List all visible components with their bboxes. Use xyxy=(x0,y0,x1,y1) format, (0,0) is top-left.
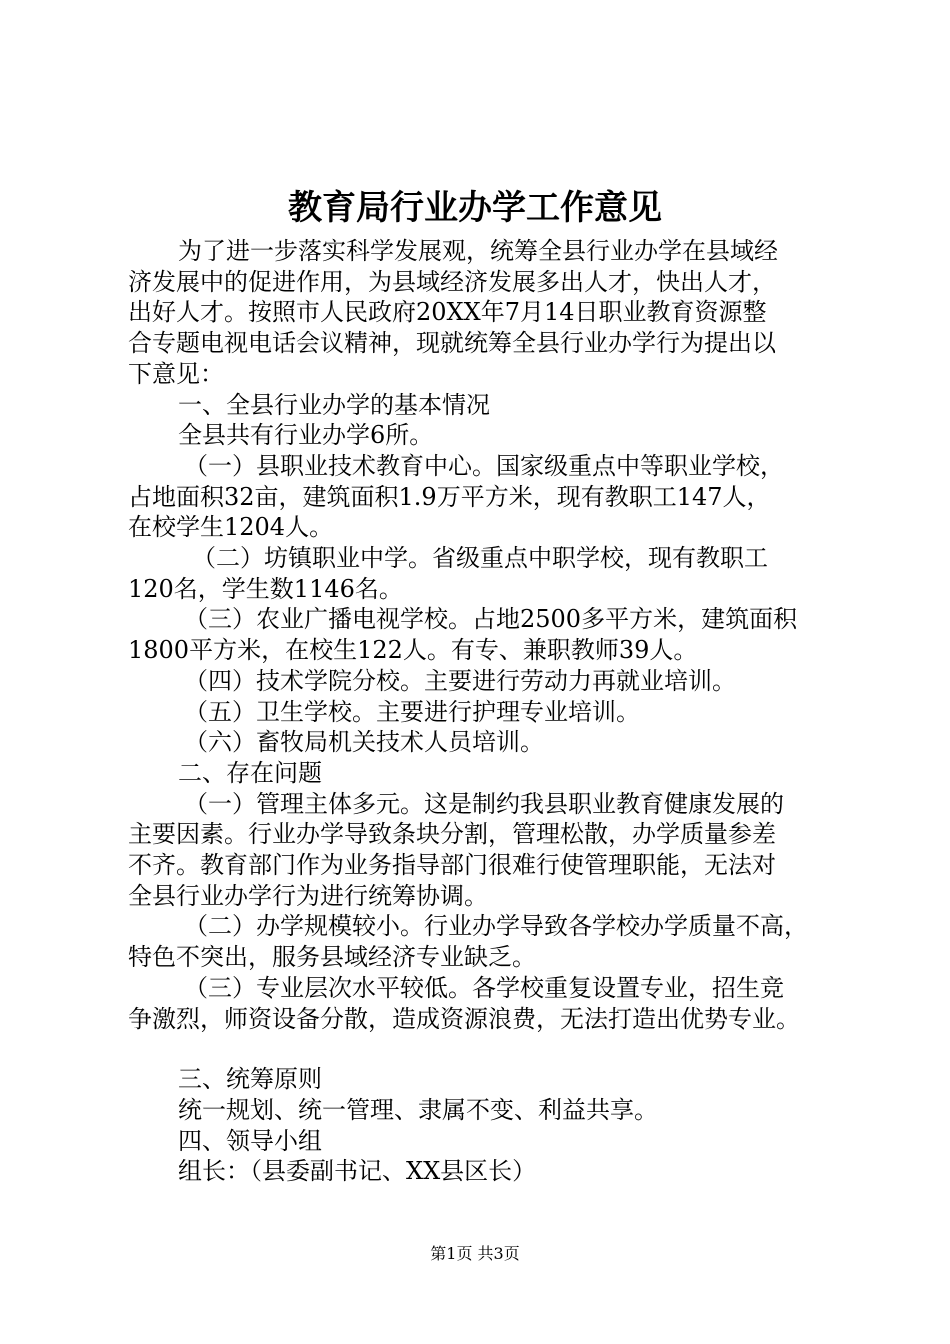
body-line: 出好人才。按照市人民政府20XX年7月14日职业教育资源整 xyxy=(128,298,767,327)
body-line: （三）农业广播电视学校。占地2500多平方米，建筑面积 xyxy=(184,605,798,634)
body-line: 占地面积32亩，建筑面积1.9万平方米，现有教职工147人， xyxy=(128,482,771,511)
body-line: 全县共有行业办学6所。 xyxy=(178,421,434,450)
body-line: 不齐。教育部门作为业务指导部门很难行使管理职能，无法对 xyxy=(128,851,776,880)
body-line: （三）专业层次水平较低。各学校重复设置专业，招生竞 xyxy=(184,973,784,1002)
body-line: 下意见： xyxy=(128,359,224,388)
document-title: 教育局行业办学工作意见 xyxy=(288,188,662,228)
document-body xyxy=(128,236,840,1187)
body-line: （二）坊镇职业中学。省级重点中职学校，现有教职工 xyxy=(192,544,768,573)
section-heading: 一、全县行业办学的基本情况 xyxy=(178,390,490,419)
body-line: 合专题电视电话会议精神，现就统筹全县行业办学行为提出以 xyxy=(128,329,776,358)
body-line: （一）管理主体多元。这是制约我县职业教育健康发展的 xyxy=(184,789,784,818)
body-line: 1800平方米，在校生122人。有专、兼职教师39人。 xyxy=(128,636,698,665)
body-line: （六）畜牧局机关技术人员培训。 xyxy=(184,728,544,757)
section-heading: 四、领导小组 xyxy=(178,1126,322,1155)
body-line: 济发展中的促进作用，为县域经济发展多出人才，快出人才， xyxy=(128,267,776,296)
body-line: （一）县职业技术教育中心。国家级重点中等职业学校， xyxy=(184,451,784,480)
body-line: 在校学生1204人。 xyxy=(128,513,334,542)
body-line: 主要因素。行业办学导致条块分割，管理松散，办学质量参差 xyxy=(128,820,776,849)
body-line: （五）卫生学校。主要进行护理专业培训。 xyxy=(184,697,640,726)
section-heading: 三、统筹原则 xyxy=(178,1065,322,1094)
body-line: 组长：（县委副书记、XX县区长） xyxy=(178,1157,537,1186)
body-line: 争激烈，师资设备分散，造成资源浪费，无法打造出优势专业。 xyxy=(128,1004,800,1033)
page-footer: 第1页 共3页 xyxy=(430,1244,520,1263)
body-line: 120名，学生数1146名。 xyxy=(128,574,403,603)
body-line: 特色不突出，服务县域经济专业缺乏。 xyxy=(128,943,536,972)
body-line: （二）办学规模较小。行业办学导致各学校办学质量不高， xyxy=(184,912,808,941)
body-line: 全县行业办学行为进行统筹协调。 xyxy=(128,881,488,910)
section-heading: 二、存在问题 xyxy=(178,758,322,787)
body-line: 为了进一步落实科学发展观，统筹全县行业办学在县域经 xyxy=(178,237,778,265)
body-line: 统一规划、统一管理、隶属不变、利益共享。 xyxy=(178,1095,658,1124)
body-line: （四）技术学院分校。主要进行劳动力再就业培训。 xyxy=(184,666,736,695)
